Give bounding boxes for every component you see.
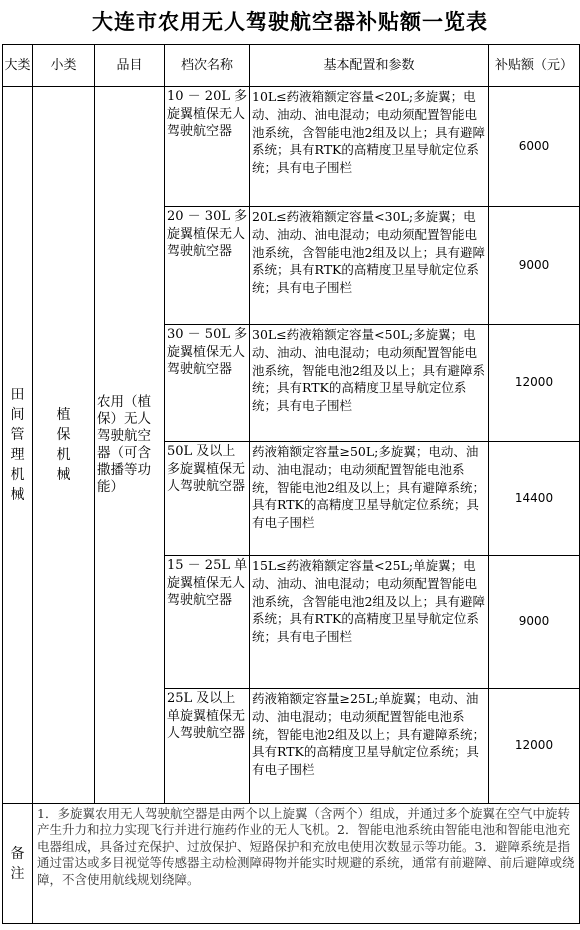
config-cell: 20L≤药液箱额定容量<30L;多旋翼；电动、油动、油电混动；电动须配置智能电池系统，含智能电池2组及以上；具有避障系统；具有RTK的高精度卫星导航定位系统；具有电子围栏 xyxy=(250,207,489,325)
category-cell xyxy=(3,87,33,804)
header-category: 大类 xyxy=(3,45,33,87)
subcategory-cell xyxy=(33,87,95,804)
amount-cell: 9000 xyxy=(489,556,580,689)
header-item: 品目 xyxy=(95,45,165,87)
tier-cell: 50L 及以上多旋翼植保无人驾驶航空器 xyxy=(165,442,250,556)
config-cell: 10L≤药液箱额定容量<20L;多旋翼；电动、油动、油电混动；电动须配置智能电池系统，含智能电池2组及以上；具有避障系统；具有RTK的高精度卫星导航定位系统；具有电子围栏 xyxy=(250,87,489,207)
tier-cell: 25L 及以上单旋翼植保无人驾驶航空器 xyxy=(165,689,250,804)
amount-cell: 12000 xyxy=(489,689,580,804)
amount-cell: 14400 xyxy=(489,442,580,556)
table-row xyxy=(3,87,580,207)
category-text: 田间管理机械 xyxy=(10,387,25,503)
tier-cell: 20 － 30L 多旋翼植保无人驾驶航空器 xyxy=(165,207,250,325)
header-tier: 档次名称 xyxy=(165,45,250,87)
header-row xyxy=(3,45,580,87)
subsidy-table xyxy=(2,44,580,924)
tier-cell: 15 － 25L 单旋翼植保无人驾驶航空器 xyxy=(165,556,250,689)
notes-label: 备注 xyxy=(10,845,25,882)
amount-cell: 6000 xyxy=(489,87,580,207)
header-amount: 补贴额（元） xyxy=(489,45,580,87)
amount-cell: 12000 xyxy=(489,325,580,442)
tier-cell: 10 － 20L 多旋翼植保无人驾驶航空器 xyxy=(165,87,250,207)
tier-cell: 30 － 50L 多旋翼植保无人驾驶航空器 xyxy=(165,325,250,442)
config-cell: 药液箱额定容量≥25L;单旋翼；电动、油动、油电混动；电动须配置智能电池系统，智能电池2组及以上；具有避障系统；具有RTK的高精度卫星导航定位系统；具有电子围栏 xyxy=(250,689,489,804)
config-cell: 30L≤药液箱额定容量<50L;多旋翼；电动、油动、油电混动；电动须配置智能电池系统，智能电池2组及以上；具有避障系统；具有RTK的高精度卫星导航定位系统；具有电子围栏 xyxy=(250,325,489,442)
amount-cell: 9000 xyxy=(489,207,580,325)
item-cell: 农用（植保）无人驾驶航空器（可含撒播等功能） xyxy=(95,87,165,804)
notes-row xyxy=(3,804,580,924)
header-subcategory: 小类 xyxy=(33,45,95,87)
header-config: 基本配置和参数 xyxy=(250,45,489,87)
notes-label-cell xyxy=(3,804,33,924)
page-title: 大连市农用无人驾驶航空器补贴额一览表 xyxy=(92,9,488,34)
config-cell: 药液箱额定容量≥50L;多旋翼；电动、油动、油电混动；电动须配置智能电池系统，智能电池2组及以上；具有避障系统；具有RTK的高精度卫星导航定位系统；具有电子围栏 xyxy=(250,442,489,556)
config-cell: 15L≤药液箱额定容量<25L;单旋翼；电动、油动、油电混动；电动须配置智能电池系统，含智能电池2组及以上；具有避障系统；具有RTK的高精度卫星导航定位系统；具有电子围栏 xyxy=(250,556,489,689)
notes-text: 1．多旋翼农用无人驾驶航空器是由两个以上旋翼（含两个）组成，并通过多个旋翼在空气中旋转产生升力和拉力实现飞行并进行施药作业的无人飞机。2．智能电池系统由智能电池和智能电池充电器组成，具备过充保护、过放保护、短路保护和充放电使用次数显示等功能。3．避障系统是指通过雷达或多目视觉等传感器主动检测障碍物并能实时规避的系统，通常有前避障、前后避障或绕障，不含使用航线规划绕障。 xyxy=(33,804,580,924)
subcategory-text: 植保机械 xyxy=(56,407,71,483)
